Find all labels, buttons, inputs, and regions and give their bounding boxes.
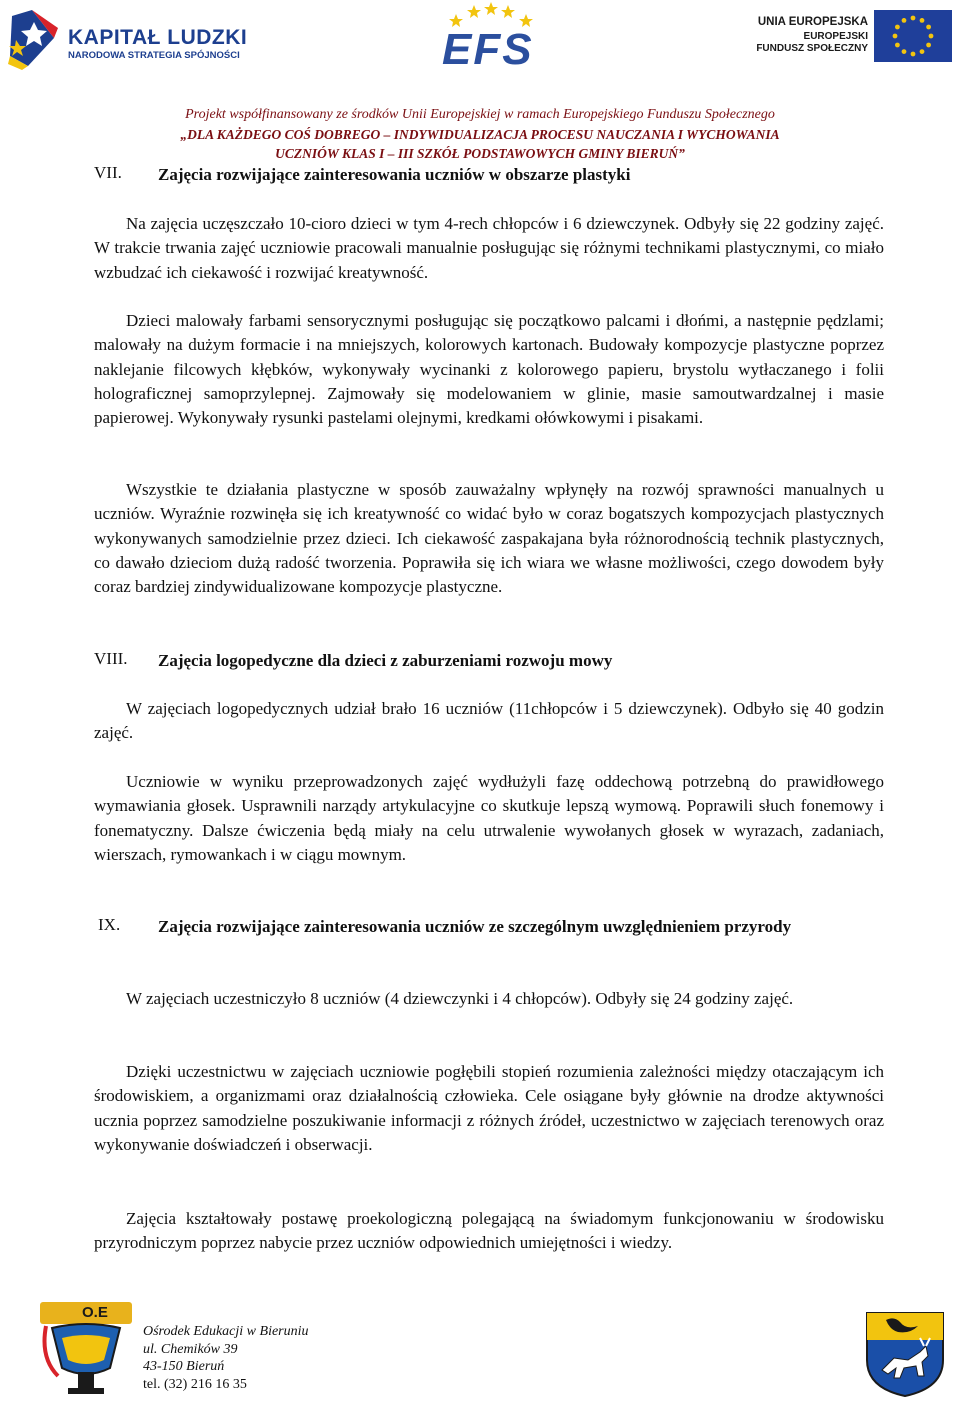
paragraph-viii-1: W zajęciach logopedycznych udział brało 16 uczniów (11chłopców i 5 dziewczynek). Odbyło się 40 godzin zajęć.	[94, 699, 884, 743]
efs-logo-text: EFS	[442, 25, 534, 74]
footer-address	[143, 1323, 309, 1393]
kapital-ludzki-title: KAPITAŁ LUDZKI	[68, 26, 248, 49]
paragraph-vii-2: Dzieci malowały farbami sensorycznymi posługując się początkowo palcami i dłońmi, a następnie pędzlami; malowały na dużym formacie i na mniejszych, kolorowych kartonach. Budowały kompozycje plastyczne poprzez naklejanie filcowych kłębków, wykonywały wycinanki z kolorowego papieru, brystolu wytłaczanego i folii holograficznej samoprzylepnej. Zajmowały się modelowaniem w glinie, masie samoutwardzalnej i masie papierowej. Wykonywały rysunki pastelami olejnymi, kredkami ołówkowymi i pisakami.	[94, 311, 884, 428]
footer-street: ul. Chemików 39	[143, 1341, 238, 1357]
project-title-line1: „DLA KAŻDEGO COŚ DOBREGO – INDYWIDUALIZACJA PROCESU NAUCZANIA I WYCHOWANIA	[180, 127, 780, 142]
project-title-line2: UCZNIÓW KLAS I – III SZKÓŁ PODSTAWOWYCH GMINY BIERUŃ”	[275, 146, 685, 161]
paragraph-vii-1: Na zajęcia uczęszczało 10-cioro dzieci w tym 4-rech chłopców i 6 dziewczynek. Odbyły się 22 godziny zajęć. W trakcie trwania zajęć uczniowie pracowali manualnie posługując się różnymi technikami plastycznymi, co miało wzbudzać ich ciekawość i rozwijać kreatywność.	[94, 214, 884, 282]
paragraph-vii-3: Wszystkie te działania plastyczne w sposób zauważalny wpłynęły na rozwój sprawności manualnych u uczniów. Wyraźnie rozwinęła się ich kreatywność co widać było w coraz bogatszych kompozycjach plastycznych wykonywanych samodzielnie przez dzieci. Ich ciekawość zaspakajana była różnorodnością technik plastycznych, co dawało dzieciom dużą radość tworzenia. Poprawiła się ich wiara we własne możliwości, czego dowodem były coraz bardziej zindywidualizowane kompozycje plastyczne.	[94, 480, 884, 597]
ue-fund-name	[756, 31, 868, 55]
kapital-ludzki-logo	[8, 6, 248, 70]
section-number-ix: IX.	[98, 915, 121, 934]
ue-title: UNIA EUROPEJSKA	[757, 16, 868, 28]
project-cofinancing-line: Projekt współfinansowany ze środków Unii Europejskiej w ramach Europejskiego Funduszu Społecznego	[185, 107, 775, 122]
bierun-crest-icon	[864, 1310, 946, 1398]
eu-flag-icon	[874, 10, 952, 62]
ue-fund-line1: EUROPEJSKI	[803, 31, 868, 42]
paragraph-viii-2: Uczniowie w wyniku przeprowadzonych zajęć wydłużyli fazę oddechową potrzebną do prawidłowego wymawiania głosek. Usprawnili narządy artykulacyjne co skutkuje lepszą wymową. Poprawili słuch fonemowy i fonematyczny. Dalsze ćwiczenia będą miały na celu utrwalenie wywołanych głosek w wyrazach, zadaniach, wierszach, rymowankach i w ciągu mownym.	[94, 772, 884, 864]
section-title-ix: Zajęcia rozwijające zainteresowania uczniów ze szczególnym uwzględnieniem przyrody	[158, 917, 792, 936]
footer-org-name: Ośrodek Edukacji w Bieruniu	[143, 1324, 309, 1339]
bierun-coat-of-arms	[864, 1310, 946, 1398]
section-number-viii: VIII.	[94, 649, 128, 668]
oe-logo-text: O.E	[82, 1304, 108, 1321]
ue-fund-line2: FUNDUSZ SPOŁECZNY	[756, 43, 868, 54]
section-title-viii: Zajęcia logopedyczne dla dzieci z zaburzeniami rozwoju mowy	[158, 651, 613, 670]
unia-europejska-logo	[752, 8, 952, 64]
paragraph-ix-1: W zajęciach uczestniczyło 8 uczniów (4 dziewczynki i 4 chłopców). Odbyły się 24 godziny zajęć.	[126, 989, 794, 1008]
kapital-ludzki-subtitle: NARODOWA STRATEGIA SPÓJNOŚCI	[68, 50, 240, 61]
footer-city: 43-150 Bieruń	[143, 1359, 225, 1374]
paragraph-ix-3: Zajęcia kształtowały postawę proekologiczną polegającą na świadomym funkcjonowaniu w środowisku przyrodniczym poprzez nabycie przez uczniów odpowiednich umiejętności i wiedzy.	[94, 1209, 884, 1253]
kapital-ludzki-emblem-icon	[8, 6, 62, 70]
section-number-vii: VII.	[94, 163, 122, 182]
section-title-vii: Zajęcia rozwijające zainteresowania uczniów w obszarze plastyki	[158, 165, 631, 184]
osrodek-edukacji-logo	[38, 1298, 134, 1396]
paragraph-ix-2: Dzięki uczestnictwu w zajęciach uczniowie pogłębili stopień rozumienia zależności między otaczającym ich środowiskiem, a organizmami oraz działalnością człowieka. Cele osiągane były głównie na drodze aktywności ucznia poprzez samodzielne poszukiwanie informacji z różnych źródeł, uczestnictwo w zajęciach terenowych oraz wykonywanie doświadczeń i obserwacji.	[94, 1062, 884, 1154]
footer-phone: tel. (32) 216 16 35	[143, 1376, 247, 1392]
efs-logo	[436, 2, 546, 74]
